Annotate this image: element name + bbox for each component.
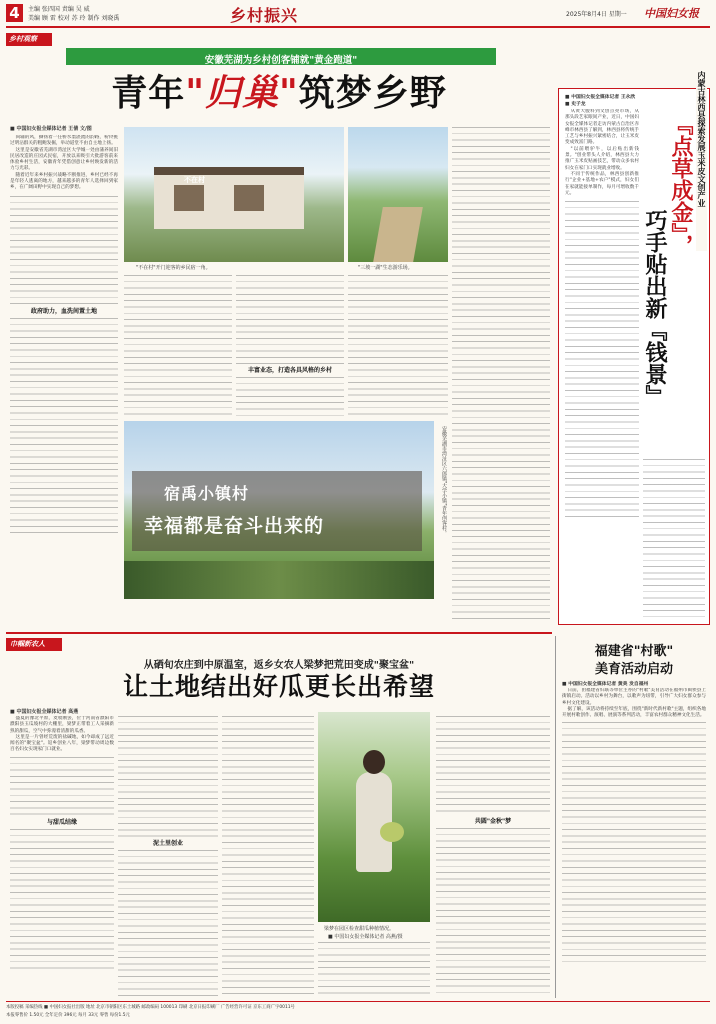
editor-line-1: 主编 张四国 责编 吴 威 — [28, 6, 90, 13]
kicker-text: 安徽芜湖为乡村创客铺就"黄金跑道" — [204, 55, 358, 66]
page-number: 4 — [6, 4, 23, 22]
text-lines — [643, 459, 705, 617]
section-label-text: 乡村观察 — [9, 35, 37, 43]
bottom-col-1 — [10, 716, 114, 996]
right-para-2: "以前喂驴牛，以后贴出新钱景。"创业带头人介绍，林西县大力推广玉米皮贴画技艺，带动众多农村妇女在家门口实现就业增收。 — [565, 146, 639, 171]
window-shape — [234, 185, 264, 211]
column-divider — [555, 636, 556, 998]
photo-melon-caption: 梁梦在园区检查甜瓜种植情况。 — [324, 926, 395, 932]
top-para-3: 随着近年来乡村振兴战略不断推进，乡村已经不再是年轻人逃离的地方，越来越多的青年人选择回到家乡，在广阔田野中实现自己的梦想。 — [10, 172, 118, 191]
bottom-col-4 — [318, 942, 430, 996]
text-lines — [562, 722, 706, 962]
issue-date: 2025年8月4日 星期一 — [566, 11, 627, 18]
kicker-bar — [66, 48, 496, 65]
text-lines — [118, 716, 218, 838]
text-lines — [118, 850, 218, 996]
bottom-para-2: 这里是一片曾经荒废的盐碱地，如今却成了远近闻名的"聚宝盆"。返乡创业八年，梁梦带动周边数百名妇女实现家门口就业。 — [10, 734, 114, 753]
photo-park-caption: "三坡一湖"生态游乐场。 — [358, 265, 413, 271]
headline-highlight: "归巢" — [185, 72, 299, 114]
right-col-text — [565, 109, 639, 619]
photo-homestay — [124, 127, 344, 262]
bottom-headline: 让土地结出好瓜更长出希望 — [122, 672, 435, 701]
bottom-kicker: 从硒旬农庄到中原温室，返乡女农人梁梦把荒田变成"聚宝盆" — [143, 660, 415, 671]
text-lines — [10, 829, 114, 969]
top-col-5 — [452, 127, 550, 532]
bottom-para-1: 盛夏的豫北平原，麦收刚罢，位于河南省濮阳市濮阳县玉瓜坡村的大棚里，梁梦正带着工人采摘新熟的甜瓜，空气中弥漫着清甜的瓜香。 — [10, 716, 114, 734]
bottom-col-3 — [222, 716, 314, 996]
text-lines — [318, 942, 430, 996]
right-byline: ■ 中国妇女报全媒体记者 王永欣 — [565, 95, 636, 100]
right-title-1: 『点草成金』， — [668, 113, 694, 256]
fujian-title: 美育活动启动 — [594, 662, 673, 677]
section-divider — [6, 632, 552, 634]
bottom-subhead-3: 共圆"金秋"梦 — [474, 818, 512, 825]
top-para-2: 这里是安徽省芜湖市湾沚区大学城一处由蒲养间旧民居改造的庄园式民宿，开放以来吸引大批游客前来体验乡村生活，安徽青年凭借创意让乡村焕发新的活力与光彩。 — [10, 147, 118, 172]
text-lines — [565, 201, 639, 521]
right-byline-2: ■ 史子龙 — [565, 102, 586, 107]
photo-creator-caption: 安徽芜湖市湾沚区六郎镇"大学小镇"青年创客村。 — [441, 426, 447, 536]
bottom-subhead-2: 泥土里创业 — [152, 840, 183, 847]
bottom-byline: ■ 中国妇女报全媒体记者 高燕 — [10, 709, 79, 715]
headline-part1: 青年 — [111, 72, 186, 114]
headline-part2: 筑梦乡野 — [298, 72, 447, 114]
right-para-1: 从黄大腹料到文创点亮市场，从那头段艺家眼间产业，近日，中国妇女报全媒体记者走访内蒙古自治区赤峰市林西县了解到，林西县将传统手工艺与乡村振兴紧密结合，让玉米皮变成致富门路。 — [565, 109, 639, 146]
melon-shape — [380, 822, 404, 842]
text-lines — [10, 196, 118, 306]
fujian-byline: ■ 中国妇女报全媒体记者 黄美 发自福州 — [562, 682, 649, 687]
footer-rule — [6, 1001, 710, 1002]
photo-sign-text: 不在村 — [184, 176, 205, 184]
top-col-3 — [236, 275, 344, 415]
right-subtitle: 内蒙古林西县探索发展玉米皮文创产业 — [696, 71, 707, 251]
right-story-box — [558, 71, 710, 625]
path-shape — [373, 207, 423, 262]
bottom-subhead-1: 与甜瓜结缘 — [46, 818, 77, 826]
top-col-2-lower — [452, 536, 550, 626]
bottom-col-5 — [436, 716, 550, 996]
fujian-story — [558, 636, 710, 998]
headline — [6, 71, 552, 115]
text-lines — [124, 275, 232, 415]
fujian-para-1: 日前，由福建省妇联等单位主办的"村歌"美育活动在福州市闽侯县上街镇启动。活动以乡村为舞台，以歌声为纽带，引导广大妇女群众参与乡村文化建设。 — [562, 688, 706, 706]
fujian-text — [562, 688, 706, 994]
window-shape — [174, 185, 204, 211]
bottom-section-label — [6, 638, 62, 651]
photo-homestay-caption: "不在村"开门迎客的乡民宿一角。 — [136, 265, 211, 271]
top-col-2 — [124, 275, 232, 415]
photo-park — [348, 127, 448, 262]
right-col-text-lower — [643, 459, 705, 619]
paper-name: 中国妇女报 — [644, 7, 699, 20]
editor-line-2: 美编 顾 雷 校对 苏 玲 制作 刘晓禹 — [28, 15, 120, 22]
top-subhead-2: 丰富业态，打造各具风格的乡村 — [247, 367, 332, 374]
top-col-1 — [10, 135, 118, 625]
sign-slogan: 幸福都是奋斗出来的 — [144, 515, 325, 537]
top-para-1: 尚辅的风，撕扬着一任桥水墨湛流的韵路，粉铃挑过明沾群关的粗鲍发掘，举动道堂不由自主地上扬。 — [10, 135, 118, 147]
text-lines — [236, 377, 344, 417]
top-byline: ■ 中国妇女报全媒体记者 王倩 文/图 — [10, 126, 92, 132]
text-lines — [436, 828, 550, 994]
photo-melon-credit: ■ 中国妇女报全媒体记者 高燕/摄 — [328, 934, 403, 940]
bottom-col-2 — [118, 716, 218, 996]
bottom-section-label-text: 巾帼新农人 — [10, 640, 45, 648]
fujian-para-2: 据了解，该活动将持续至年底，围绕"新时代新村歌"主题，组织各地开展村歌创作、演唱、展演等系列活动，丰富农村群众精神文化生活。 — [562, 706, 706, 719]
text-lines — [436, 716, 550, 816]
text-lines — [222, 716, 314, 994]
section-title: 乡村振兴 — [230, 6, 299, 25]
photo-creator-village — [124, 421, 434, 599]
sign-village-name: 宿禹小镇村 — [164, 484, 250, 503]
masthead — [0, 0, 716, 26]
top-story — [6, 31, 552, 627]
fujian-kicker: 福建省"村歌" — [594, 644, 674, 659]
top-col-4 — [348, 275, 448, 415]
top-subhead-1: 政府助力，血洗间置土地 — [30, 307, 97, 315]
bottom-story — [6, 636, 552, 998]
right-title-2: 巧手贴出新『钱景』 — [642, 209, 668, 407]
section-label — [6, 33, 52, 46]
text-lines — [348, 275, 448, 415]
text-lines — [452, 536, 550, 622]
text-lines — [10, 318, 118, 534]
text-lines — [452, 127, 550, 532]
person-head — [363, 750, 385, 774]
text-lines — [10, 757, 114, 817]
footer-line-2: 本报零售价 1.50元 全年定价 396元 每月 33元 零售 每份1.5元 — [6, 1013, 130, 1018]
crowd-shape — [124, 561, 434, 599]
right-para-3: 不同于传统作品，林西县创新推行"企业+基地+农户"模式，妇女们在家就能接单制作，每月可增收数千元。 — [565, 171, 639, 196]
photo-melon-farmer — [318, 712, 430, 922]
masthead-rule — [6, 26, 710, 28]
text-lines — [236, 275, 344, 365]
footer-line-1: 本版投稿 采编热线 ■ 中国妇女报社出版 地址 北京市朝阳区东土城路 邮政编码 100013 印刷 北京日报印刷厂 广告经营许可证 京东工商广字0011号 — [6, 1005, 295, 1010]
